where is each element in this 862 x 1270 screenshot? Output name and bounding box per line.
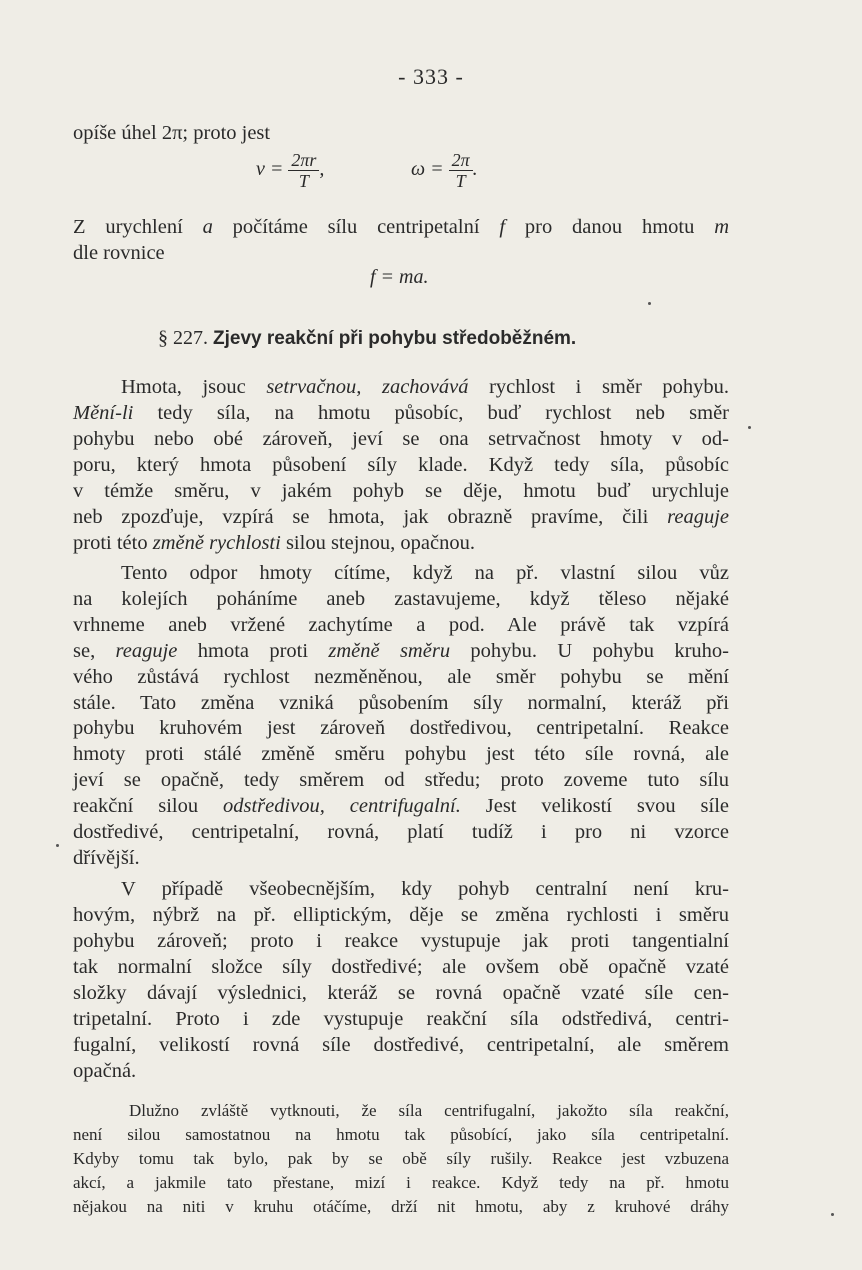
- text-line: hovým, nýbrž na př. elliptickým, děje se změna rychlosti i směru: [73, 904, 729, 926]
- speck: [831, 1213, 834, 1216]
- text-line: vého zůstává rychlost nezměněnou, ale směr pohybu se mění: [73, 665, 729, 688]
- text-line: hmoty proti stálé změně směru pohybu jest této síle rovná, ale: [73, 743, 729, 766]
- text-line: proti této změně rychlosti silou stejnou, opačnou.: [73, 532, 475, 554]
- text-line: Z urychlení a počítáme sílu centripetalní f pro danou hmotu m: [73, 216, 729, 238]
- section-number: § 227.: [158, 327, 208, 349]
- text-line: V případě všeobecnějším, kdy pohyb centralní není kru-: [121, 878, 729, 900]
- section-heading: [158, 327, 576, 350]
- text-line: v témže směru, v jakém pohyb se děje, hmotu buď urychluje: [73, 480, 729, 502]
- page-number: - 333 -: [398, 64, 464, 89]
- text-line: pohybu zároveň; proto i reakce vystupuje jak proti tangentialní: [73, 930, 729, 952]
- speck: [56, 844, 59, 847]
- text-line: fugalní, velikostí rovná síle dostředivé, centripetalní, ale směrem: [73, 1034, 729, 1056]
- text-line: Hmota, jsouc setrvačnou, zachovává rychlost i směr pohybu.: [121, 376, 729, 398]
- text-line: tak normalní složce síly dostředivé; ale ovšem obě opačně vzaté: [73, 956, 729, 978]
- text-line: vrhneme aneb vržené zachytíme a pod. Ale právě tak vzpírá: [73, 613, 729, 636]
- text-line: se, reaguje hmota proti změně směru pohybu. U pohybu kruho-: [73, 639, 730, 662]
- text-line: Kdyby tomu tak bylo, pak by se obě síly rušily. Reakce jest vzbuzena: [73, 1149, 729, 1168]
- text-line: na kolejích poháníme aneb zastavujeme, když těleso nějaké: [73, 587, 729, 610]
- text-line: reakční silou odstředivou, centrifugalní. Jest velikostí svou síle: [73, 795, 729, 818]
- text-line: není silou samostatnou na hmotu tak působící, jako síla centripetalní.: [73, 1125, 729, 1144]
- text-line: akcí, a jakmile tato přestane, mizí i reakce. Když tedy na př. hmotu: [73, 1173, 729, 1192]
- text-line: dle rovnice: [73, 242, 165, 264]
- text-line: dostředivé, centripetalní, rovná, platí tudíž i pro ni vzorce: [73, 821, 729, 843]
- force-equation: f = ma.: [370, 266, 429, 288]
- speck: [648, 302, 651, 305]
- text-line: tripetalní. Proto i zde vystupuje reakční síla odstředivá, centri-: [73, 1008, 729, 1030]
- speck: [748, 426, 751, 429]
- text-line: složky dávají výslednici, kteráž se rovná opačně vzaté síle cen-: [73, 982, 729, 1004]
- velocity-equation: v = $\frac{2\pi r}{T}$ ,: [256, 150, 325, 191]
- text-line: opačná.: [73, 1060, 137, 1082]
- angular-velocity-equation: ω = $\frac{2\pi}{T}$ .: [411, 150, 478, 191]
- text-line: jeví se opačně, tedy směrem od středu; proto zoveme tuto sílu: [73, 769, 729, 792]
- section-title: Zjevy reakční při pohybu středoběžném.: [213, 328, 577, 349]
- text-line: Dlužno zvláště vytknouti, že síla centrifugalní, jakožto síla reakční,: [129, 1101, 729, 1120]
- text-line: Tento odpor hmoty cítíme, když na př. vlastní silou vůz: [121, 562, 729, 584]
- text-line: dřívější.: [73, 846, 140, 869]
- intro-line: opíše úhel 2π; proto jest: [73, 122, 271, 144]
- text-line: nějakou na niti v kruhu otáčíme, drží nit hmotu, aby z kruhové dráhy: [73, 1197, 729, 1216]
- text-line: poru, který hmota působení síly klade. Když tedy síla, působíc: [73, 454, 729, 476]
- text-line: neb zpozďuje, vzpírá se hmota, jak obrazně pravíme, čili reaguje: [73, 506, 729, 528]
- text-line: pohybu kruhovém jest zároveň dostředivou, centripetalní. Reakce: [73, 717, 729, 740]
- text-line: stále. Tato změna vzniká působením síly normalní, kteráž při: [73, 691, 729, 714]
- text-line: pohybu nebo obé zároveň, jeví se ona setrvačnost hmoty v od-: [73, 428, 729, 450]
- text-line: Mění-li tedy síla, na hmotu působíc, buď rychlost neb směr: [73, 402, 729, 424]
